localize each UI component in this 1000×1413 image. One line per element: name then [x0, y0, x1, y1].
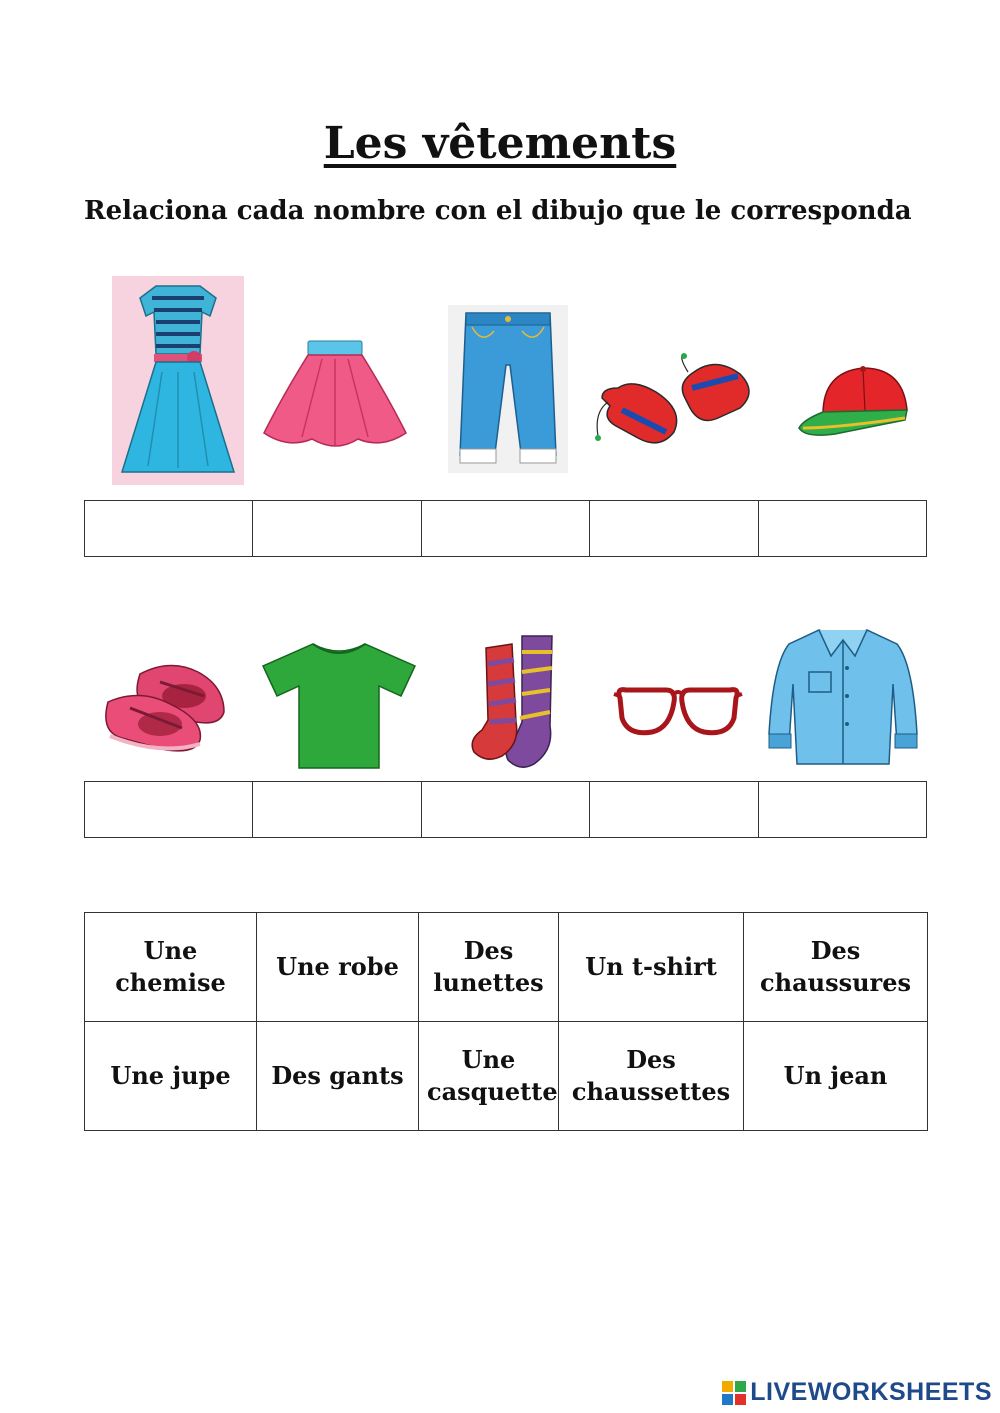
answer-box[interactable] — [759, 501, 926, 556]
word-cell: Des chaussettes — [559, 1022, 744, 1131]
answer-box[interactable] — [85, 782, 253, 837]
word-cell: Un jean — [744, 1022, 928, 1131]
word-cell: Des chaussures — [744, 913, 928, 1022]
socks-icon — [464, 632, 564, 772]
answer-box[interactable] — [253, 782, 421, 837]
answer-box[interactable] — [590, 501, 758, 556]
dress-icon — [112, 276, 244, 485]
answer-box[interactable] — [759, 782, 926, 837]
word-cell: Des lunettes — [419, 913, 559, 1022]
word-cell: Une robe — [257, 913, 419, 1022]
table-row — [85, 913, 928, 1022]
word-cell: Une chemise — [85, 913, 257, 1022]
table-row — [85, 1022, 928, 1131]
glasses-icon — [612, 682, 744, 742]
tshirt-icon — [259, 640, 419, 770]
answer-row-1 — [84, 500, 927, 557]
logo-text: LIVEWORKSHEETS — [750, 1378, 992, 1406]
answer-box[interactable] — [85, 501, 253, 556]
answer-box[interactable] — [253, 501, 421, 556]
logo-blocks-icon — [722, 1381, 746, 1405]
liveworksheets-logo — [722, 1378, 992, 1407]
word-cell: Une casquette — [419, 1022, 559, 1131]
answer-box[interactable] — [422, 501, 590, 556]
shoes-icon — [100, 652, 228, 758]
answer-box[interactable] — [590, 782, 758, 837]
cap-icon — [795, 362, 911, 442]
page-title: Les vêtements — [323, 118, 677, 169]
instruction-text: Relaciona cada nombre con el dibujo que le corresponda — [84, 196, 912, 226]
shirt-icon — [763, 624, 923, 770]
word-cell: Un t-shirt — [559, 913, 744, 1022]
answer-box[interactable] — [422, 782, 590, 837]
jeans-icon — [448, 305, 568, 473]
word-cell: Une jupe — [85, 1022, 257, 1131]
word-cell: Des gants — [257, 1022, 419, 1131]
answer-row-2 — [84, 781, 927, 838]
mittens-icon — [588, 352, 758, 450]
word-bank-table — [84, 912, 928, 1131]
skirt-icon — [262, 337, 408, 455]
